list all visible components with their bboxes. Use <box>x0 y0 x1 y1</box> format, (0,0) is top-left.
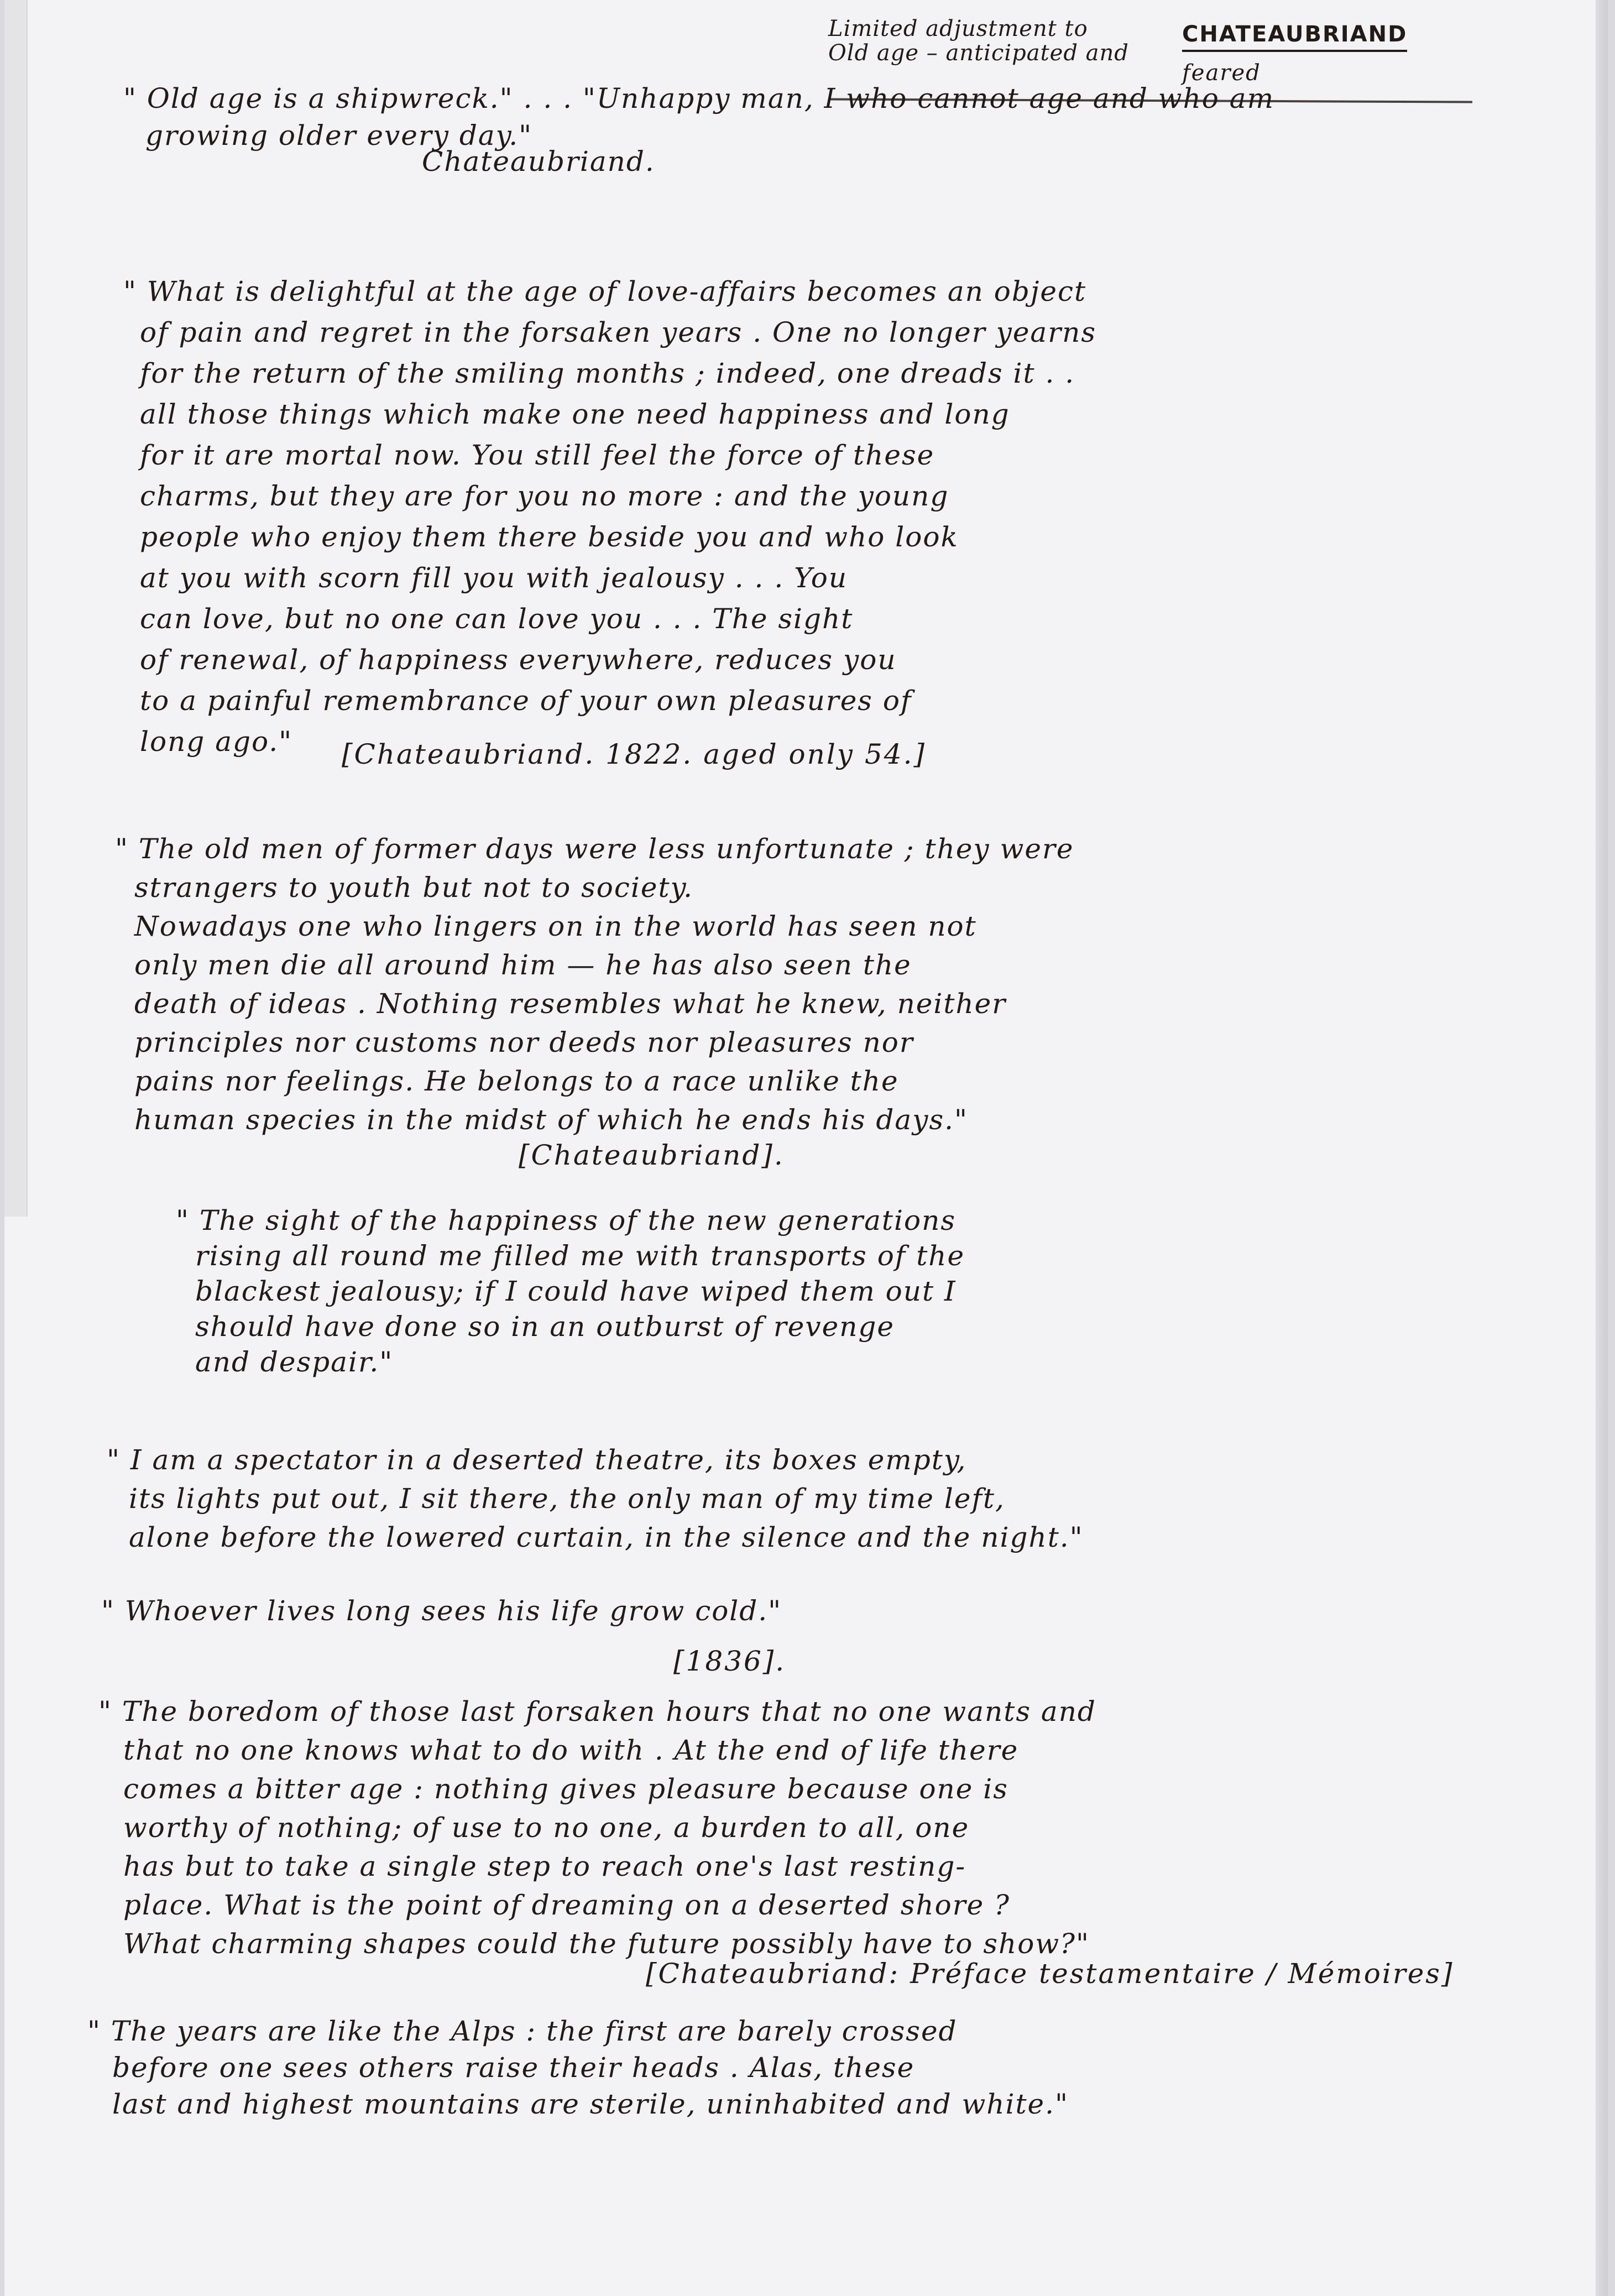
quote-block <box>115 829 1074 1139</box>
quote-line: of renewal, of happiness everywhere, reduces you <box>140 644 897 676</box>
quote-line: long ago." <box>140 726 293 758</box>
header-subject-line: Limited adjustment to <box>828 16 1088 41</box>
quote-line: worthy of nothing; of use to no one, a burden to all, one <box>123 1812 970 1844</box>
quote-block <box>176 1203 965 1380</box>
quote-line: of pain and regret in the forsaken years . One no longer yearns <box>140 316 1096 348</box>
page-edge-strip <box>4 0 28 1217</box>
quote-line: its lights put out, I sit there, the only man of my time left, <box>129 1483 1005 1515</box>
quote-line: " Old age is a shipwreck." . . . "Unhappy man, I who cannot age and who am <box>123 82 1275 114</box>
quote-line: before one sees others raise their heads . Alas, these <box>112 2052 915 2084</box>
quote-line: place. What is the point of dreaming on a deserted shore ? <box>123 1889 1010 1921</box>
quote-block <box>123 80 1274 180</box>
quote-block <box>87 2013 1069 2122</box>
citation: [1836]. <box>673 1645 786 1677</box>
quote-block <box>123 271 1096 762</box>
quote-line: and despair." <box>195 1346 394 1378</box>
quote-line: " The boredom of those last forsaken hours that no one wants and <box>98 1695 1096 1728</box>
quote-line: rising all round me filled me with transports of the <box>195 1240 965 1272</box>
page-right-edge <box>1596 0 1608 2296</box>
quote-line: " The years are like the Alps : the first are barely crossed <box>87 2015 958 2047</box>
header-author-title: CHATEAUBRIAND <box>1182 22 1408 47</box>
header-author <box>1182 22 1407 85</box>
quote-line: for the return of the smiling months ; indeed, one dreads it . . <box>140 357 1075 389</box>
quote-line: last and highest mountains are sterile, uninhabited and white." <box>112 2088 1069 2120</box>
quote-line: that no one knows what to do with . At the end of life there <box>123 1734 1019 1766</box>
quote-line: " The old men of former days were less unfortunate ; they were <box>115 833 1074 865</box>
quote-line: has but to take a single step to reach one's last resting- <box>123 1850 966 1882</box>
quote-line: death of ideas . Nothing resembles what he knew, neither <box>134 988 1007 1020</box>
quote-line: charms, but they are for you no more : and the young <box>140 480 949 512</box>
header-feared-word: feared <box>1182 60 1261 86</box>
quote-line: " What is delightful at the age of love-affairs becomes an object <box>123 275 1087 307</box>
quote-block <box>101 1593 782 1630</box>
quote-line: " I am a spectator in a deserted theatre, its boxes empty, <box>107 1444 967 1476</box>
quote-line: all those things which make one need happiness and long <box>140 398 1010 430</box>
quote-line: strangers to youth but not to society. <box>134 872 694 904</box>
quote-line: alone before the lowered curtain, in the silence and the night." <box>129 1521 1084 1553</box>
quote-line: pains nor feelings. He belongs to a race unlike the <box>134 1065 899 1097</box>
quote-line: Nowadays one who lingers on in the world has seen not <box>134 910 977 942</box>
header-author-underline <box>1182 50 1407 52</box>
quote-line: only men die all around him — he has also seen the <box>134 949 912 981</box>
quote-line: Chateaubriand. <box>422 145 655 178</box>
quote-line: to a painful remembrance of your own pleasures of <box>140 685 912 717</box>
citation: [Chateaubriand. 1822. aged only 54.] <box>342 738 926 770</box>
quote-line: human species in the midst of which he ends his days." <box>134 1104 969 1136</box>
quote-line: " The sight of the happiness of the new generations <box>176 1204 956 1236</box>
quote-line: at you with scorn fill you with jealousy . . . You <box>140 562 848 594</box>
quote-block <box>98 1692 1096 1963</box>
header-subject <box>828 17 1129 65</box>
quote-line: " Whoever lives long sees his life grow cold." <box>101 1595 782 1627</box>
quote-line: can love, but no one can love you . . . The sight <box>140 603 854 635</box>
quote-line: What charming shapes could the future possibly have to show?" <box>123 1928 1090 1960</box>
quote-line: people who enjoy them there beside you and who look <box>140 521 959 553</box>
quote-block <box>107 1441 1084 1557</box>
quote-line: for it are mortal now. You still feel the force of these <box>140 439 935 471</box>
citation: [Chateaubriand: Préface testamentaire / Mémoires] <box>646 1958 1454 1990</box>
quote-line: principles nor customs nor deeds nor pleasures nor <box>134 1026 914 1058</box>
quote-line: blackest jealousy; if I could have wiped them out I <box>195 1275 957 1307</box>
quote-line: should have done so in an outburst of revenge <box>195 1311 895 1343</box>
header-subject-line: Old age – anticipated and <box>828 40 1129 66</box>
quote-line: comes a bitter age : nothing gives pleasure because one is <box>123 1773 1008 1805</box>
quote-line: growing older every day." <box>145 119 533 152</box>
manuscript-page <box>4 0 1608 2296</box>
citation: [Chateaubriand]. <box>519 1139 785 1171</box>
